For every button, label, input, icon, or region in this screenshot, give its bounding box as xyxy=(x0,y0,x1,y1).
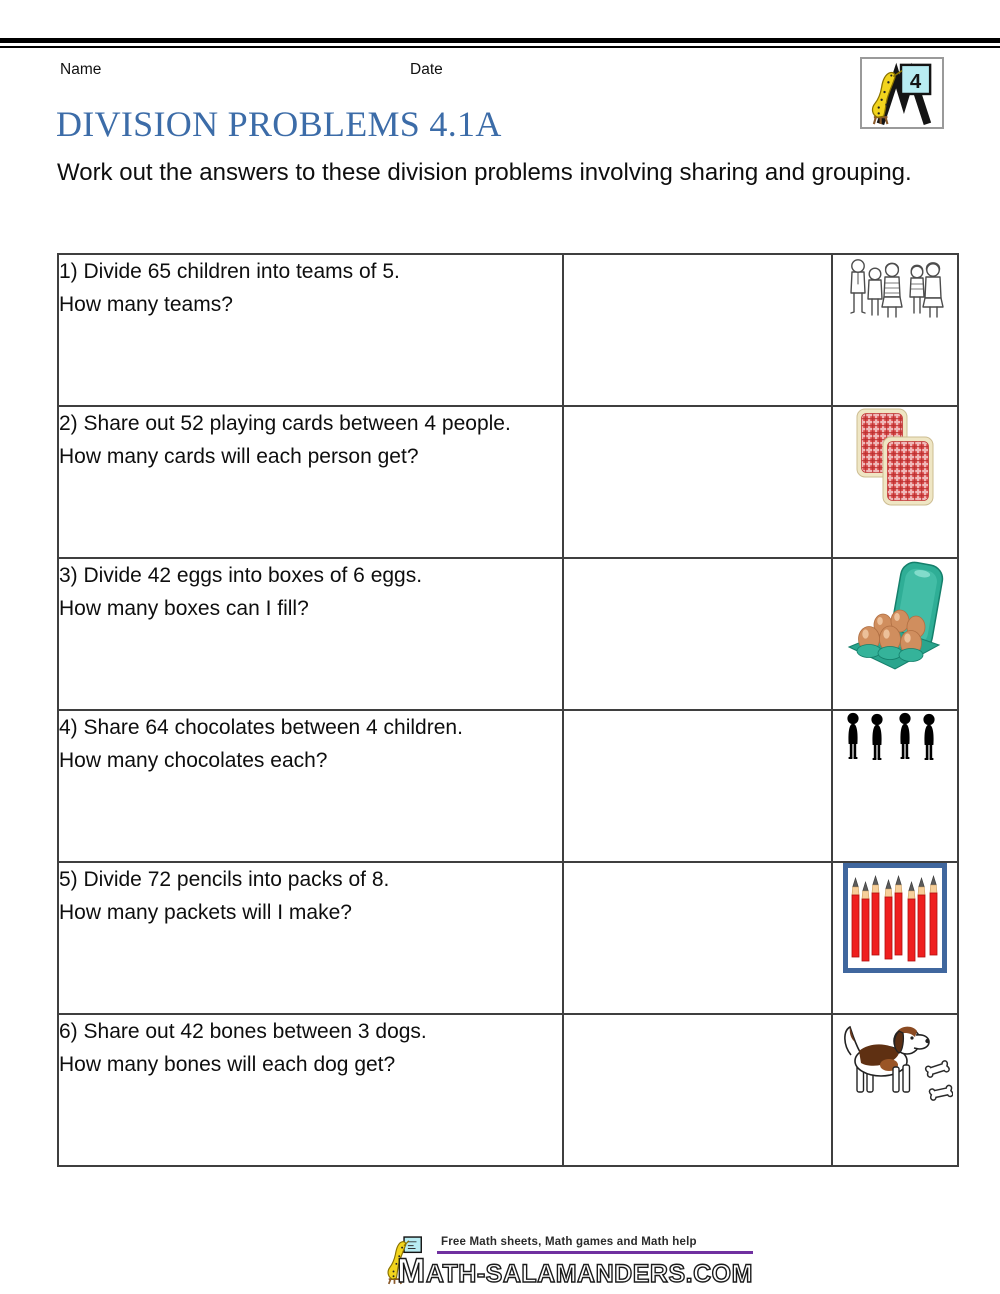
image-cell xyxy=(832,862,958,1014)
dog-and-bones-icon xyxy=(837,1015,953,1109)
table-row xyxy=(58,710,958,862)
children-silhouettes-icon xyxy=(844,711,946,773)
instructions-text: Work out the answers to these division problems involving sharing and grouping. xyxy=(57,159,912,186)
question-cell xyxy=(58,710,563,862)
question-text: How many cards will each person get? xyxy=(59,445,419,468)
question-cell xyxy=(58,406,563,558)
question-text: How many packets will I make? xyxy=(59,901,352,924)
children-group-icon xyxy=(844,255,946,347)
question-text: 6) Share out 42 bones between 3 dogs. xyxy=(59,1020,427,1043)
table-row xyxy=(58,558,958,710)
footer-text-block xyxy=(397,1232,753,1291)
image-cell xyxy=(832,1014,958,1166)
question-cell xyxy=(58,1014,563,1166)
question-cell xyxy=(58,862,563,1014)
salamander-grade-icon xyxy=(864,61,940,125)
question-cell xyxy=(58,254,563,406)
table-row xyxy=(58,254,958,406)
question-text: How many bones will each dog get? xyxy=(59,1053,396,1076)
question-text: 4) Share 64 chocolates between 4 children. xyxy=(59,716,463,739)
image-cell xyxy=(832,406,958,558)
question-text: 2) Share out 52 playing cards between 4 people. xyxy=(59,412,511,435)
question-text: How many chocolates each? xyxy=(59,749,328,772)
question-cell xyxy=(58,558,563,710)
answer-cell xyxy=(563,558,832,710)
image-cell xyxy=(832,558,958,710)
worksheet-table xyxy=(57,253,959,1167)
table-row xyxy=(58,862,958,1014)
table-row xyxy=(58,1014,958,1166)
grade-number: 4 xyxy=(909,71,922,94)
page-title: DIVISION PROBLEMS 4.1A xyxy=(56,104,502,144)
playing-cards-icon xyxy=(854,407,936,507)
name-label: Name xyxy=(60,61,102,78)
footer xyxy=(383,1232,753,1291)
question-text: 1) Divide 65 children into teams of 5. xyxy=(59,260,400,283)
answer-cell xyxy=(563,1014,832,1166)
question-text: 5) Divide 72 pencils into packs of 8. xyxy=(59,868,390,891)
footer-site-name: MATH-SALAMANDERS.COM xyxy=(397,1252,753,1290)
answer-cell xyxy=(563,254,832,406)
table-row xyxy=(58,406,958,558)
footer-tagline: Free Math sheets, Math games and Math help xyxy=(437,1232,753,1254)
egg-box-icon xyxy=(843,559,947,675)
image-cell xyxy=(832,254,958,406)
image-cell xyxy=(832,710,958,862)
answer-cell xyxy=(563,862,832,1014)
question-text: How many boxes can I fill? xyxy=(59,597,309,620)
header-divider xyxy=(0,38,1000,48)
question-text: 3) Divide 42 eggs into boxes of 6 eggs. xyxy=(59,564,423,587)
grade-4-logo xyxy=(860,57,944,129)
answer-cell xyxy=(563,406,832,558)
date-label: Date xyxy=(410,61,443,78)
question-text: How many teams? xyxy=(59,293,233,316)
answer-cell xyxy=(563,710,832,862)
pencil-pack-icon xyxy=(843,863,947,973)
